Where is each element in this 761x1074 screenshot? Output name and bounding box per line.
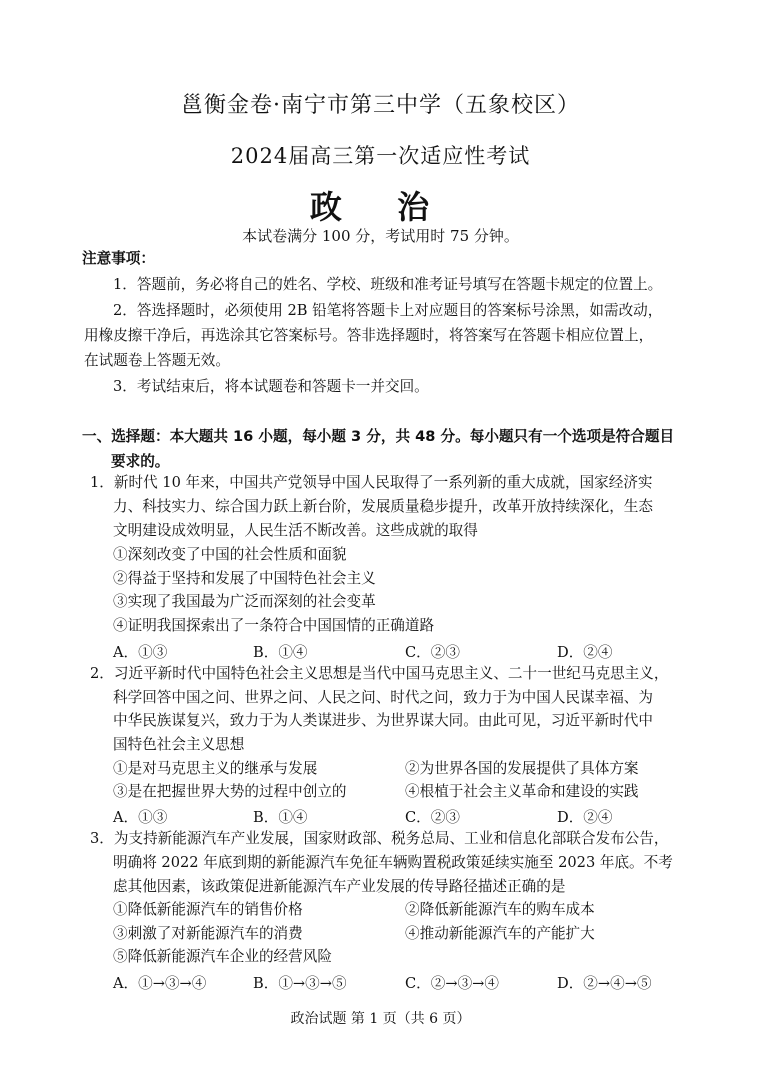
- q3-option-c: C．②→③→④: [405, 975, 499, 992]
- q1-option-b: B．①④: [253, 644, 308, 661]
- q3-stem-line-1: 3．为支持新能源汽车产业发展，国家财政部、税务总局、工业和信息化部联合发布公告，: [90, 830, 669, 847]
- notes-heading: 注意事项：: [82, 250, 155, 267]
- q2-statement-1: ①是对马克思主义的继承与发展: [113, 760, 318, 777]
- exam-title: 邕衡金卷·南宁市第三中学（五象校区）: [181, 93, 580, 118]
- q1-statement-4: ④证明我国探索出了一条符合中国国情的正确道路: [113, 617, 435, 634]
- q3-option-a: A．①→③→④: [113, 975, 207, 992]
- section-heading: 一、选择题：本大题共 16 小题，每小题 3 分，共 48 分。每小题只有一个选项是符合题目: [82, 428, 675, 445]
- q1-option-c: C．②③: [405, 644, 460, 661]
- note-3: 3．考试结束后，将本试题卷和答题卡一并交回。: [113, 378, 429, 395]
- note-2-line-3: 在试题卷上答题无效。: [84, 352, 230, 369]
- q2-stem-line-2: 科学回答中国之问、世界之问、人民之问、时代之问，致力于为中国人民谋幸福、为: [113, 689, 653, 706]
- q2-option-d: D．②④: [557, 809, 613, 826]
- exam-info: 本试卷满分 100 分，考试用时 75 分钟。: [242, 227, 519, 245]
- q3-statement-2: ②降低新能源汽车的购车成本: [405, 901, 595, 918]
- q1-statement-2: ②得益于坚持和发展了中国特色社会主义: [113, 570, 376, 587]
- note-1: 1．答题前，务必将自己的姓名、学校、班级和准考证号填写在答题卡规定的位置上。: [113, 276, 663, 293]
- q2-option-c: C．②③: [405, 809, 460, 826]
- q2-stem-line-1: 2．习近平新时代中国特色社会主义思想是当代中国马克思主义、二十一世纪马克思主义，: [90, 665, 669, 682]
- q2-statement-4: ④根植于社会主义革命和建设的实践: [405, 783, 639, 800]
- page-footer: 政治试题 第 1 页（共 6 页）: [290, 1011, 471, 1027]
- q1-option-a: A．①③: [113, 644, 168, 661]
- q2-statement-3: ③是在把握世界大势的过程中创立的: [113, 783, 347, 800]
- subject-title: 政 治: [309, 188, 452, 226]
- note-2-line-1: 2．答选择题时，必须使用 2B 铅笔将答题卡上对应题目的答案标号涂黑，如需改动，: [113, 302, 663, 319]
- q3-statement-4: ④推动新能源汽车的产能扩大: [405, 925, 595, 942]
- exam-subtitle: 2024届高三第一次适应性考试: [230, 144, 531, 168]
- q2-option-b: B．①④: [253, 809, 308, 826]
- q3-stem-line-3: 虑其他因素，该政策促进新能源汽车产业发展的传导路径描述正确的是: [113, 878, 566, 895]
- q3-statement-3: ③刺激了对新能源汽车的消费: [113, 925, 303, 942]
- q1-statement-1: ①深刻改变了中国的社会性质和面貌: [113, 546, 347, 563]
- note-2-line-2: 用橡皮擦干净后，再选涂其它答案标号。答非选择题时，将答案写在答题卡相应位置上，: [84, 327, 654, 344]
- q3-option-d: D．②→④→⑤: [557, 975, 652, 992]
- q2-stem-line-3: 中华民族谋复兴，致力于为人类谋进步、为世界谋大同。由此可见，习近平新时代中: [113, 712, 653, 729]
- q2-statement-2: ②为世界各国的发展提供了具体方案: [405, 760, 639, 777]
- q2-stem-line-4: 国特色社会主义思想: [113, 736, 245, 753]
- q1-stem-line-3: 文明建设成效明显，人民生活不断改善。这些成就的取得: [113, 522, 478, 539]
- q3-statement-5: ⑤降低新能源汽车企业的经营风险: [113, 948, 332, 965]
- q1-stem-line-1: 1．新时代 10 年来，中国共产党领导中国人民取得了一系列新的重大成就，国家经济实: [90, 474, 653, 491]
- q1-stem-line-2: 力、科技实力、综合国力跃上新台阶，发展质量稳步提升，改革开放持续深化，生态: [113, 498, 653, 515]
- q3-option-b: B．①→③→⑤: [253, 975, 347, 992]
- q3-stem-line-2: 明确将 2022 年底到期的新能源汽车免征车辆购置税政策延续实施至 2023 年底。不考: [113, 854, 673, 871]
- q1-option-d: D．②④: [557, 644, 613, 661]
- q3-statement-1: ①降低新能源汽车的销售价格: [113, 901, 303, 918]
- section-heading-cont: 要求的。: [111, 453, 170, 470]
- q1-statement-3: ③实现了我国最为广泛而深刻的社会变革: [113, 593, 376, 610]
- q2-option-a: A．①③: [113, 809, 168, 826]
